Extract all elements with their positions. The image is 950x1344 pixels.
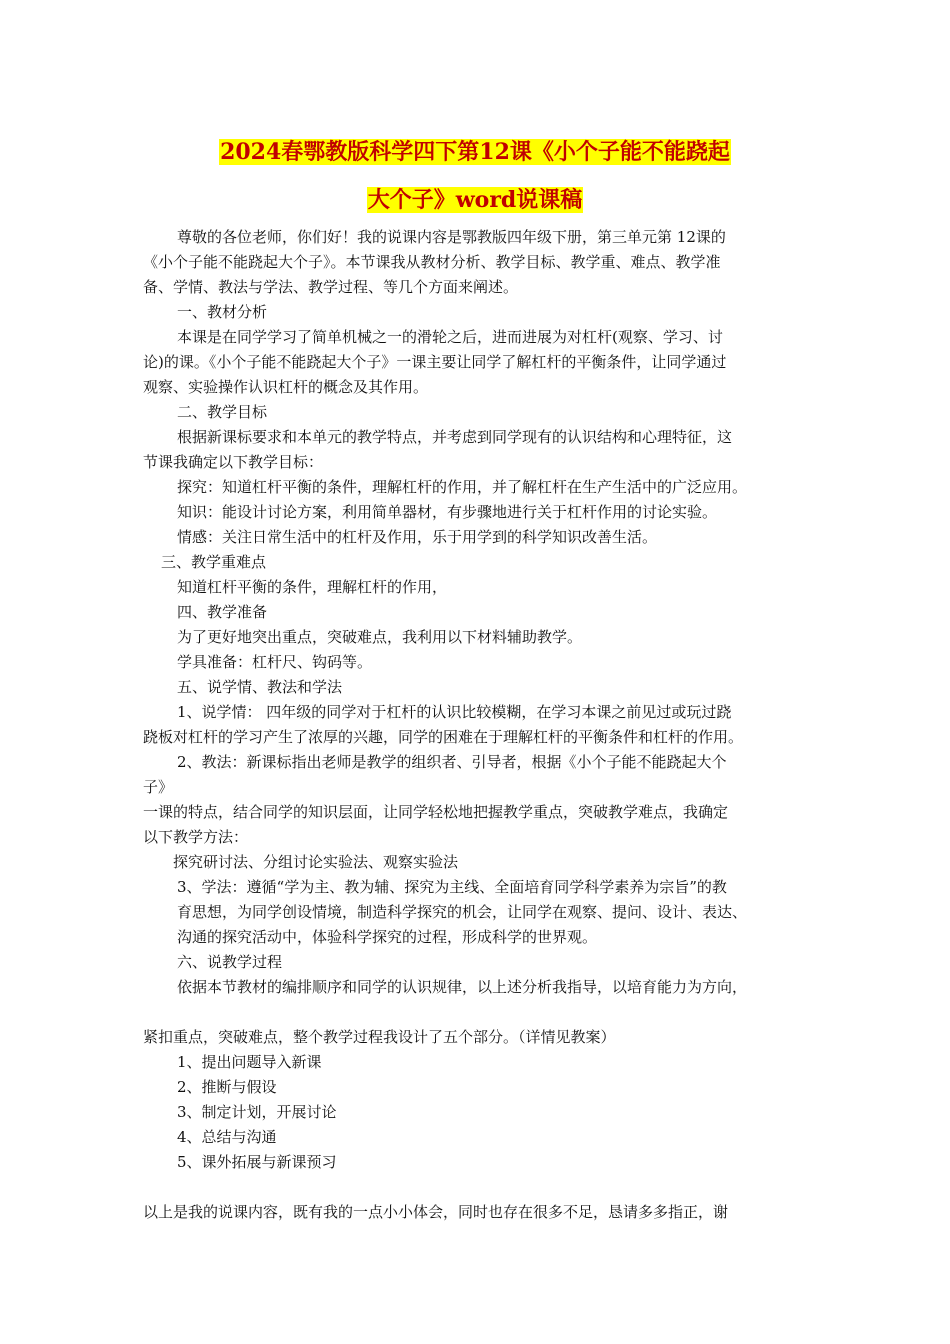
list-item: 2、推断与假设 (177, 1078, 277, 1096)
paragraph-line: 《小个子能不能跷起大个子》。本节课我从教材分析、教学目标、教学重、难点、教学准 (143, 253, 721, 271)
list-item: 1、提出问题导入新课 (177, 1053, 322, 1071)
paragraph-line: 情感：关注日常生活中的杠杆及作用，乐于用学到的科学知识改善生活。 (177, 528, 658, 546)
paragraph-line: 以下教学方法： (143, 828, 249, 846)
paragraph-line: 以上是我的说课内容，既有我的一点小小体会，同时也存在很多不足，恳请多多指正，谢 (143, 1203, 729, 1221)
paragraph-line: 2、教法：新课标指出老师是教学的组织者、引导者，根据《小个子能不能跷起大个 (177, 753, 727, 771)
document-title-line-2: 大个子》word说课稿 (367, 187, 583, 213)
paragraph-line: 节课我确定以下教学目标： (143, 453, 324, 471)
document-title-line-1: 2024春鄂教版科学四下第12课《小个子能不能跷起 (220, 139, 730, 165)
paragraph-line: 知道杠杆平衡的条件，理解杠杆的作用， (177, 578, 448, 596)
paragraph-line: 沟通的探究活动中，体验科学探究的过程，形成科学的世界观。 (177, 928, 598, 946)
paragraph-line: 观察、实验操作认识杠杆的概念及其作用。 (143, 378, 429, 396)
paragraph-line: 学具准备：杠杆尺、钩码等。 (177, 653, 373, 671)
paragraph-line: 论)的课。《小个子能不能跷起大个子》一课主要让同学了解杠杆的平衡条件，让同学通过 (143, 353, 727, 371)
section-heading: 三、教学重难点 (161, 553, 267, 571)
paragraph-line: 备、学情、教法与学法、教学过程、等几个方面来阐述。 (143, 278, 519, 296)
paragraph-line: 育思想，为同学创设情境，制造科学探究的机会，让同学在观察、提问、设计、表达、 (177, 903, 748, 921)
section-heading: 六、说教学过程 (177, 953, 283, 971)
paragraph-line: 紧扣重点，突破难点，整个教学过程我设计了五个部分。（详情见教案） (143, 1028, 616, 1046)
paragraph-line: 知识：能设计讨论方案，利用简单器材，有步骤地进行关于杠杆作用的讨论实验。 (177, 503, 718, 521)
paragraph-line: 一课的特点，结合同学的知识层面，让同学轻松地把握教学重点，突破教学难点，我确定 (143, 803, 729, 821)
section-heading: 二、教学目标 (177, 403, 268, 421)
paragraph-line: 跷板对杠杆的学习产生了浓厚的兴趣，同学的困难在于理解杠杆的平衡条件和杠杆的作用。 (143, 728, 744, 746)
paragraph-line: 根据新课标要求和本单元的教学特点，并考虑到同学现有的认识结构和心理特征，这 (177, 428, 733, 446)
paragraph-line: 子》 (143, 778, 174, 796)
list-item: 3、制定计划，开展讨论 (177, 1103, 337, 1121)
paragraph-line: 为了更好地突出重点，突破难点，我利用以下材料辅助教学。 (177, 628, 583, 646)
paragraph-line: 3、学法：遵循“学为主、教为辅、探究为主线、全面培育同学科学素养为宗旨”的教 (177, 878, 727, 896)
list-item: 5、课外拓展与新课预习 (177, 1153, 337, 1171)
list-item: 4、总结与沟通 (177, 1128, 277, 1146)
section-heading: 五、说学情、教法和学法 (177, 678, 343, 696)
paragraph-line: 尊敬的各位老师，你们好！我的说课内容是鄂教版四年级下册，第三单元第 12课的 (177, 228, 726, 246)
paragraph-line: 1、说学情： 四年级的同学对于杠杆的认识比较模糊，在学习本课之前见过或玩过跷 (177, 703, 732, 721)
paragraph-line: 探究：知道杠杆平衡的条件，理解杠杆的作用，并了解杠杆在生产生活中的广泛应用。 (177, 478, 748, 496)
paragraph-line: 依据本节教材的编排顺序和同学的认识规律，以上述分析我指导，以培育能力为方向， (177, 978, 748, 996)
section-heading: 一、教材分析 (177, 303, 268, 321)
paragraph-line: 本课是在同学学习了简单机械之一的滑轮之后，进而进展为对杠杆(观察、学习、讨 (177, 328, 723, 346)
paragraph-line: 探究研讨法、分组讨论实验法、观察实验法 (173, 853, 459, 871)
section-heading: 四、教学准备 (177, 603, 268, 621)
